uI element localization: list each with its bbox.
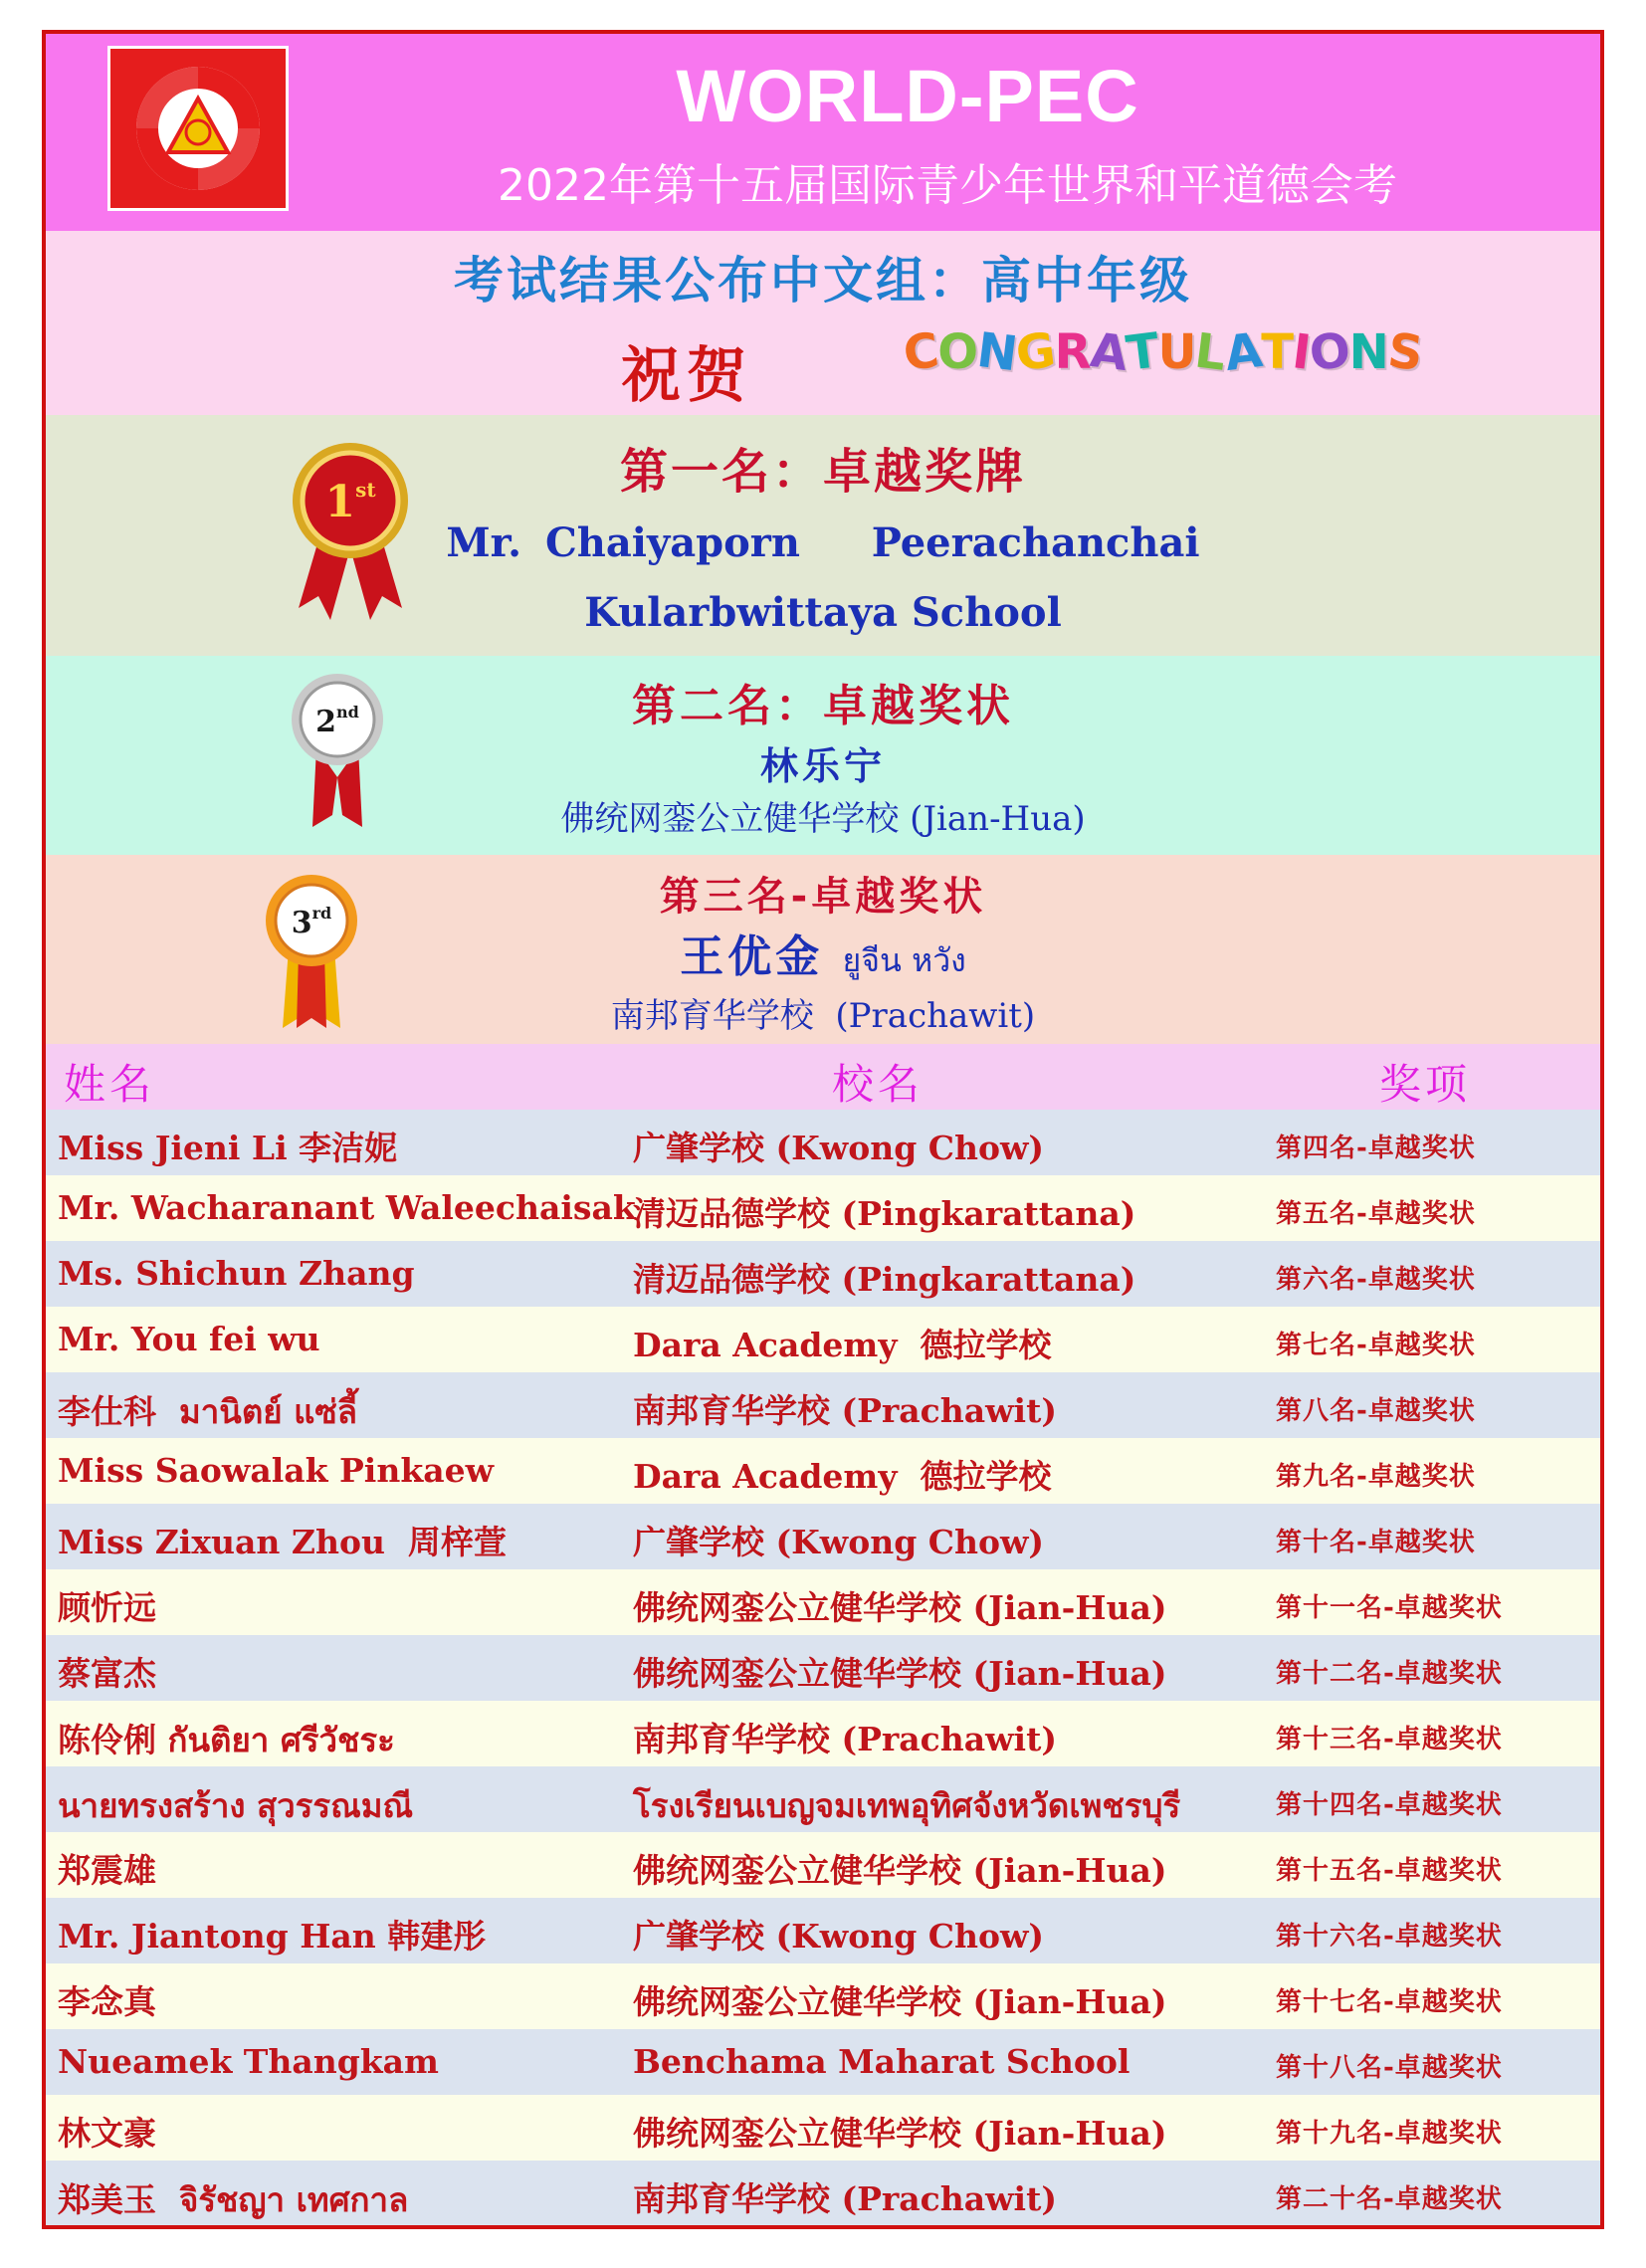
row-school: Dara Academy 德拉学校 xyxy=(633,1457,1052,1496)
first-place-winner: Mr. Chaiyaporn Peerachanchai xyxy=(446,519,1200,566)
row-award: 第四名-卓越奖状 xyxy=(1276,1134,1476,1163)
table-row xyxy=(46,1701,1600,1766)
table-row xyxy=(46,2161,1600,2226)
row-school: 佛统网銮公立健华学校 (Jian-Hua) xyxy=(633,2114,1167,2153)
row-award: 第二十名-卓越奖状 xyxy=(1276,2184,1503,2214)
svg-text:2nd: 2nd xyxy=(315,703,359,739)
table-row xyxy=(46,2095,1600,2161)
congratulations-letter: R xyxy=(1054,324,1091,380)
row-school: Benchama Maharat School xyxy=(633,2042,1131,2081)
results-title: 考试结果公布中文组：高中年级 xyxy=(454,252,1192,309)
row-award: 第十六名-卓越奖状 xyxy=(1276,1922,1503,1952)
row-award: 第十二名-卓越奖状 xyxy=(1276,1659,1503,1689)
table-row xyxy=(46,1438,1600,1504)
congratulations-letter: T xyxy=(1123,322,1161,382)
second-place-block xyxy=(46,656,1600,855)
row-award: 第十五名-卓越奖状 xyxy=(1276,1856,1503,1886)
row-award: 第八名-卓越奖状 xyxy=(1276,1396,1476,1426)
row-award: 第十四名-卓越奖状 xyxy=(1276,1790,1503,1820)
third-place-winner-chinese: 王优金 xyxy=(680,931,824,982)
table-row xyxy=(46,1569,1600,1635)
row-award: 第十名-卓越奖状 xyxy=(1276,1528,1476,1557)
congratulations-letter: I xyxy=(1289,323,1314,381)
row-school: Dara Academy 德拉学校 xyxy=(633,1326,1052,1364)
row-school: 南邦育华学校 (Prachawit) xyxy=(633,1391,1057,1430)
row-award: 第九名-卓越奖状 xyxy=(1276,1462,1476,1492)
row-name: Miss Saowalak Pinkaew xyxy=(58,1451,494,1490)
congratulations-letter: N xyxy=(1348,324,1388,380)
certificate-frame xyxy=(42,30,1604,2229)
table-row xyxy=(46,1766,1600,1832)
row-name: 郑美玉 จิรัชญา เทศกาล xyxy=(58,2180,409,2219)
row-school: 南邦育华学校 (Prachawit) xyxy=(633,1720,1057,1758)
row-name: 李念真 xyxy=(58,1982,156,2021)
row-name: 李仕科 มานิตย์ แซ่ลี้ xyxy=(58,1392,357,1431)
row-name: Mr. Wacharanant Waleechaisak xyxy=(58,1188,636,1227)
row-school: 清迈品德学校 (Pingkarattana) xyxy=(633,1194,1136,1233)
first-place-block xyxy=(46,415,1600,656)
congratulations-letter: S xyxy=(1384,322,1425,382)
row-name: 陈伶俐 กันติยา ศรีวัชระ xyxy=(58,1721,395,1759)
third-place-block xyxy=(46,855,1600,1044)
table-row xyxy=(46,2029,1600,2095)
row-name: 蔡富杰 xyxy=(58,1654,156,1693)
event-title: 2022年第十五届国际青少年世界和平道德会考 xyxy=(498,160,1397,211)
row-name: Nueamek Thangkam xyxy=(58,2042,439,2081)
header xyxy=(46,34,1600,231)
table-row xyxy=(46,1372,1600,1438)
table-row xyxy=(46,1307,1600,1372)
row-award: 第五名-卓越奖状 xyxy=(1276,1199,1476,1229)
row-school: 广肇学校 (Kwong Chow) xyxy=(633,1129,1045,1167)
congratulations-letter: O xyxy=(1306,321,1352,383)
second-place-prize: 第二名：卓越奖状 xyxy=(632,681,1014,731)
table-row xyxy=(46,1832,1600,1898)
row-name: 顾忻远 xyxy=(58,1588,156,1627)
congratulations-letter: T xyxy=(1261,324,1293,380)
congrats-chinese: 祝贺 xyxy=(621,341,752,411)
table-header xyxy=(46,1044,1600,1110)
header-name: 姓名 xyxy=(64,1060,156,1109)
row-school: 南邦育华学校 (Prachawit) xyxy=(633,2179,1057,2218)
row-school: โรงเรียนเบญจมเทพอุทิศจังหวัดเพชรบุรี xyxy=(633,1786,1181,1825)
row-name: Ms. Shichun Zhang xyxy=(58,1254,415,1293)
congratulations-letter: A xyxy=(1221,322,1265,382)
congratulations-letter: C xyxy=(900,322,941,382)
second-place-winner: 林乐宁 xyxy=(759,744,886,788)
row-award: 第七名-卓越奖状 xyxy=(1276,1331,1476,1360)
row-award: 第十九名-卓越奖状 xyxy=(1276,2119,1503,2149)
table-row xyxy=(46,1175,1600,1241)
congratulations-letter: G xyxy=(1012,321,1058,383)
row-award: 第十八名-卓越奖状 xyxy=(1276,2053,1503,2083)
row-name: Miss Zixuan Zhou 周梓萱 xyxy=(58,1523,507,1561)
results-table xyxy=(46,1110,1600,2226)
first-place-school: Kularbwittaya School xyxy=(584,589,1062,636)
row-award: 第六名-卓越奖状 xyxy=(1276,1265,1476,1295)
row-name: 郑震雄 xyxy=(58,1851,156,1890)
svg-text:1st: 1st xyxy=(324,477,376,527)
row-name: Mr. You fei wu xyxy=(58,1320,320,1358)
table-row xyxy=(46,1110,1600,1175)
congratulations-letter: A xyxy=(1087,322,1131,382)
brand-title: WORLD-PEC xyxy=(676,55,1139,137)
third-place-winner-thai: ยูจีน หวัง xyxy=(842,941,966,979)
third-place-winner xyxy=(46,921,1600,986)
third-place-school: 南邦育华学校 (Prachawit) xyxy=(610,996,1036,1036)
row-name: นายทรงสร้าง สุวรรณมณี xyxy=(58,1786,414,1825)
row-award: 第十一名-卓越奖状 xyxy=(1276,1593,1503,1623)
table-row xyxy=(46,1963,1600,2029)
congratulations-art xyxy=(900,321,1425,383)
congratulations-letter: O xyxy=(937,324,978,380)
row-school: 佛统网銮公立健华学校 (Jian-Hua) xyxy=(633,1982,1167,2021)
table-row xyxy=(46,1635,1600,1701)
row-school: 广肇学校 (Kwong Chow) xyxy=(633,1917,1045,1956)
congratulations-letter: U xyxy=(1157,324,1196,380)
row-school: 佛统网銮公立健华学校 (Jian-Hua) xyxy=(633,1851,1167,1890)
row-award: 第十三名-卓越奖状 xyxy=(1276,1725,1503,1754)
congratulations-letter: N xyxy=(973,321,1020,383)
second-place-school: 佛统网銮公立健华学校 (Jian-Hua) xyxy=(560,799,1086,839)
svg-text:3rd: 3rd xyxy=(291,904,332,940)
header-school: 校名 xyxy=(832,1060,925,1109)
announcement-band xyxy=(46,231,1600,415)
row-school: 佛统网銮公立健华学校 (Jian-Hua) xyxy=(633,1588,1167,1627)
row-school: 广肇学校 (Kwong Chow) xyxy=(633,1523,1045,1561)
table-row xyxy=(46,1504,1600,1569)
third-place-prize: 第三名-卓越奖状 xyxy=(659,874,987,920)
row-school: 佛统网銮公立健华学校 (Jian-Hua) xyxy=(633,1654,1167,1693)
row-school: 清迈品德学校 (Pingkarattana) xyxy=(633,1260,1136,1299)
table-row xyxy=(46,1241,1600,1307)
congratulations-letter: L xyxy=(1192,322,1229,382)
row-name: Mr. Jiantong Han 韩建彤 xyxy=(58,1917,487,1956)
row-name: 林文豪 xyxy=(58,2114,156,2153)
header-award: 奖项 xyxy=(1379,1060,1472,1109)
row-name: Miss Jieni Li 李洁妮 xyxy=(58,1129,398,1167)
first-place-prize: 第一名：卓越奖牌 xyxy=(619,444,1026,500)
table-row xyxy=(46,1898,1600,1963)
row-award: 第十七名-卓越奖状 xyxy=(1276,1987,1503,2017)
